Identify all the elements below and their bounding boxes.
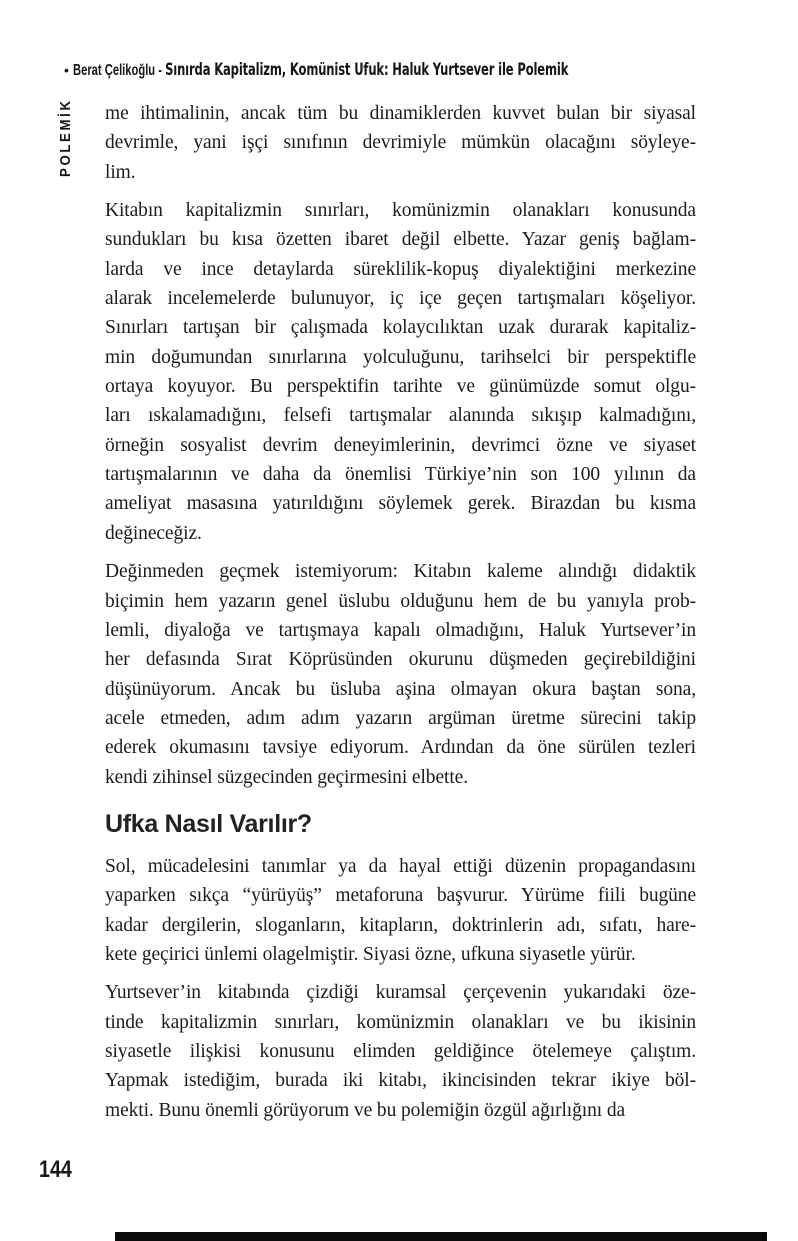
text-line: kadar dergilerin, sloganların, kitapların, doktrinlerin adı, sıfatı, hare- — [105, 914, 696, 936]
text-line: Sınırları tartışan bir çalışmada kolaycılıktan uzak durarak kapitaliz- — [105, 317, 696, 339]
text-line: lemli, diyaloğa ve tartışmaya kapalı olmadığını, Haluk Yurtsever’in — [105, 619, 696, 641]
header-book-title: Sınırda Kapitalizm, Komünist Ufuk: Haluk Yurtsever ile Polemik — [165, 60, 569, 79]
text-line: alarak incelemelerde bulunuyor, iç içe geçen tartışmaları köşeliyor. — [105, 288, 696, 310]
text-line: Sol, mücadelesini tanımlar ya da hayal ettiği düzenin propagandasını — [105, 855, 696, 877]
page-number: 144 — [39, 1156, 72, 1183]
text-line: siyasetle ilişkisi konusunu elimden geldiğince ötelemeye çalıştım. — [105, 1040, 696, 1062]
text-line: Kitabın kapitalizmin sınırları, komünizmin olanakları konusunda — [105, 200, 696, 222]
text-line: larda ve ince detaylarda süreklilik-kopuş diyalektiğini merkezine — [105, 258, 696, 280]
text-line: mekti. Bunu önemli görüyorum ve bu polemiğin özgül ağırlığını da — [105, 1099, 626, 1121]
text-line: tinde kapitalizmin sınırları, komünizmin olanakları ve bu ikisinin — [105, 1011, 696, 1033]
paragraph — [105, 557, 696, 792]
text-line: kendi zihinsel süzgecinden geçirmesini elbette. — [105, 766, 468, 788]
text-line: Değinmeden geçmek istemiyorum: Kitabın kaleme alındığı didaktik — [105, 561, 696, 583]
header-separator: - — [155, 62, 166, 79]
text-line: Yurtsever’in kitabında çizdiği kuramsal çerçevenin yukarıdaki öze- — [105, 982, 696, 1004]
bullet-icon: • — [64, 62, 69, 78]
text-line: min doğumundan sınırlarına yolculuğunu, tarihselci bir perspektifle — [105, 346, 696, 368]
text-line: her defasında Sırat Köprüsünden okurunu düşmeden geçirebildiğini — [105, 649, 696, 671]
paragraph — [105, 978, 696, 1125]
text-line: biçimin hem yazarın genel üslubu olduğunu hem de bu yanıyla prob- — [105, 590, 696, 612]
text-line: değineceğiz. — [105, 522, 202, 544]
text-line: ameliyat masasına yatırıldığını söylemek gerek. Birazdan bu kısma — [105, 493, 696, 515]
text-line: ları ıskalamadığını, felsefi tartışmalar alanında sıkışıp kalmadığını, — [105, 405, 696, 427]
text-line: kete geçirici ünlemi olagelmiştir. Siyasi özne, ufkuna siyasetle yürür. — [105, 943, 636, 965]
text-line: düşünüyorum. Ancak bu üsluba aşina olmayan okura baştan sona, — [105, 678, 696, 700]
running-header-text — [73, 60, 568, 80]
text-line: ederek okumasını tavsiye ediyorum. Ardından da öne sürülen tezleri — [105, 737, 696, 759]
text-line: devrimle, yani işçi sınıfının devrimiyle mümkün olacağını söyleye- — [105, 132, 696, 154]
text-line: sundukları bu kısa özetten ibaret değil elbette. Yazar geniş bağlam- — [105, 229, 696, 251]
text-line: örneğin sosyalist devrim deneyimlerinin, devrimci özne ve siyaset — [105, 434, 696, 456]
section-heading: Ufka Nasıl Varılır? — [105, 809, 312, 838]
header-author: Berat Çelikoğlu — [72, 62, 156, 79]
paragraph — [105, 196, 696, 548]
running-header — [64, 59, 780, 81]
text-line: tartışmalarının ve daha da önemlisi Türkiye’nin son 100 yılının da — [105, 464, 696, 486]
text-line: Yapmak istediğim, burada iki kitabı, ikincisinden tekrar ikiye böl- — [105, 1070, 696, 1092]
article-body — [105, 99, 696, 1134]
section-label-vertical: POLEMİK — [57, 98, 74, 177]
page-edge-bar — [115, 1232, 767, 1241]
text-line: acele etmeden, adım adım yazarın argüman üretme sürecini takip — [105, 707, 696, 729]
text-line: lim. — [105, 161, 136, 183]
paragraph — [105, 99, 696, 187]
text-line: me ihtimalinin, ancak tüm bu dinamiklerden kuvvet bulan bir siyasal — [105, 103, 696, 124]
text-line: yaparken sıkça “yürüyüş” metaforuna başvurur. Yürüme fiili bugüne — [105, 885, 696, 907]
paragraph — [105, 852, 696, 969]
text-line: ortaya koyuyor. Bu perspektifin tarihte ve günümüzde somut olgu- — [105, 376, 696, 398]
